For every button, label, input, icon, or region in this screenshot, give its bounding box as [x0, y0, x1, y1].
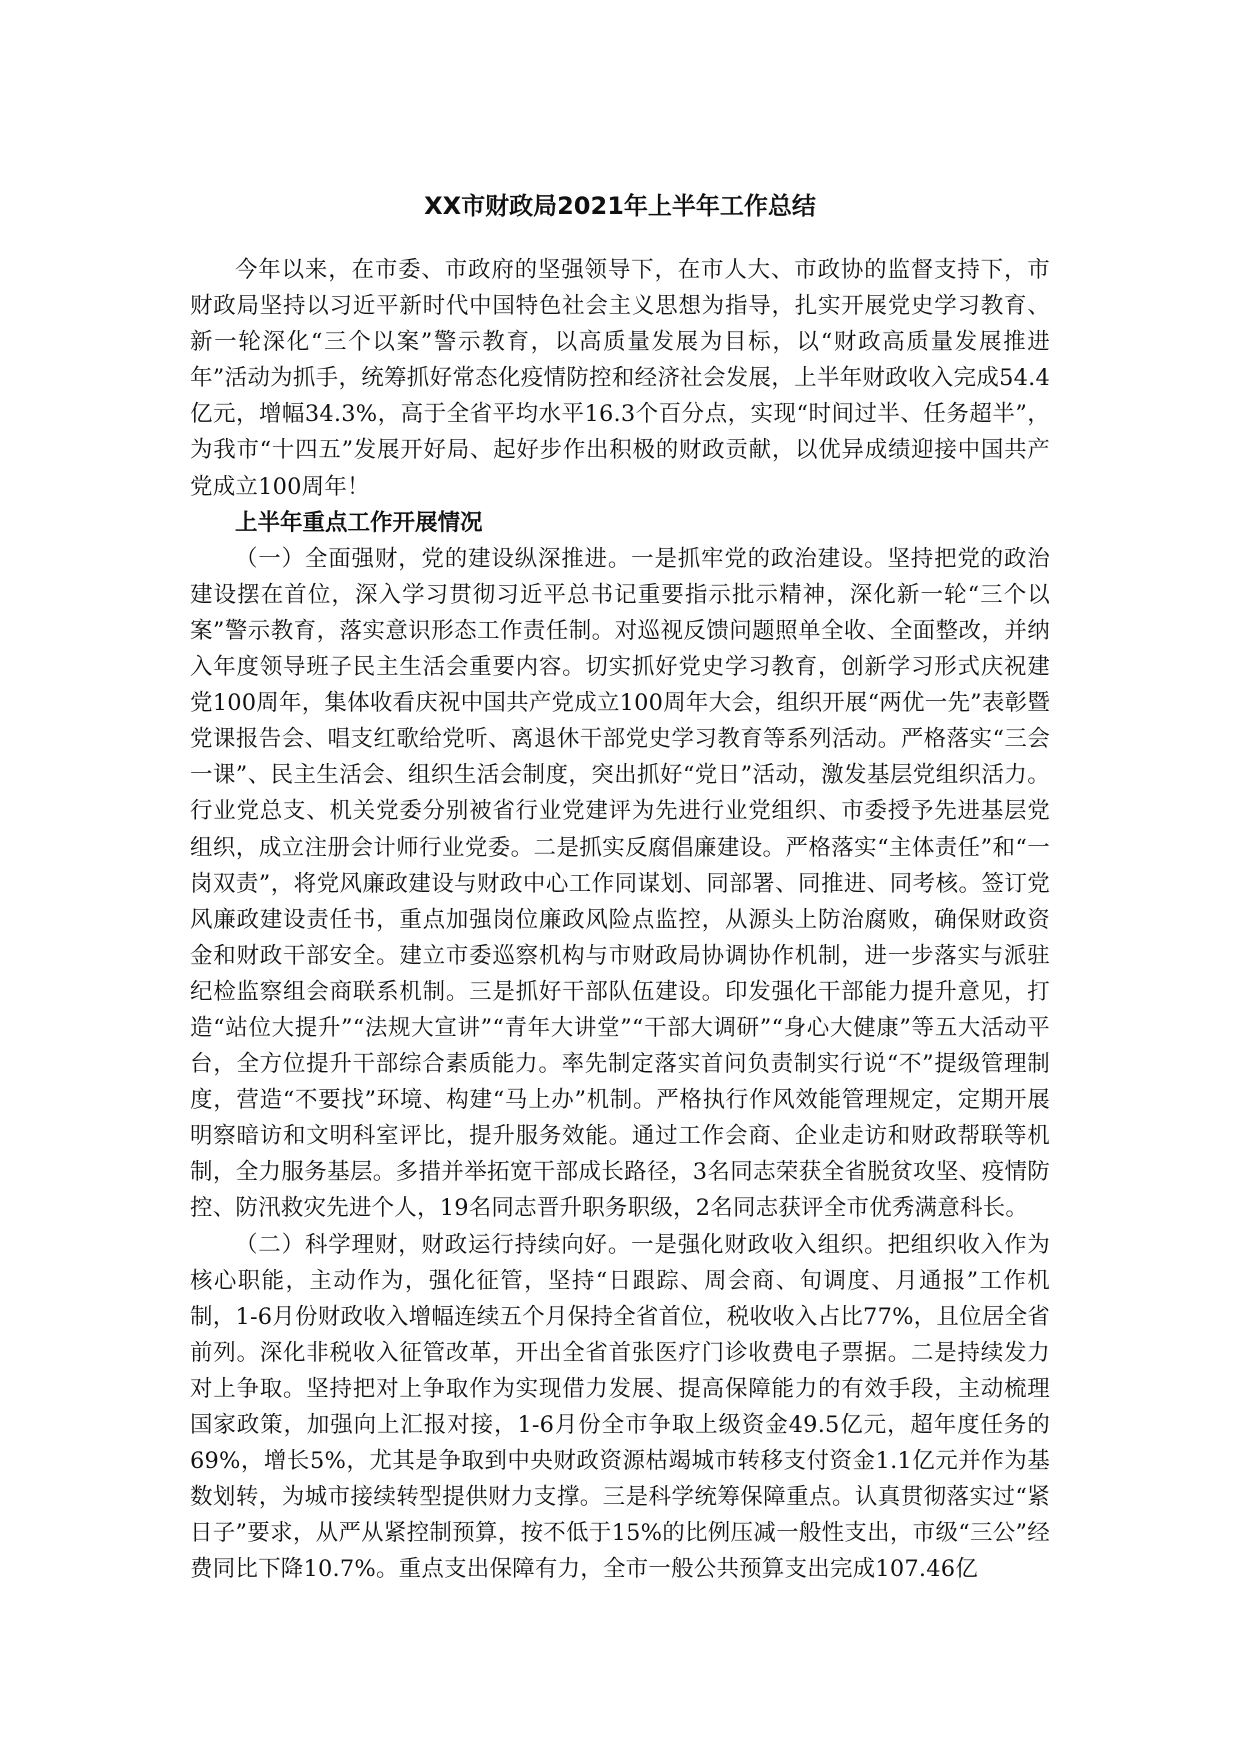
paragraph-party-building: （一）全面强财，党的建设纵深推进。一是抓牢党的政治建设。坚持把党的政治建设摆在首位，深入学习贯彻习近平总书记重要指示批示精神，深化新一轮“三个以案”警示教育，落实意识形态工作责任制。对巡视反馈问题照单全收、全面整改，并纳入年度领导班子民主生活会重要内容。切实抓好党史学习教育，创新学习形式庆祝建党100周年，集体收看庆祝中国共产党成立100周年大会，组织开展“两优一先”表彰暨党课报告会、唱支红歌给党听、离退休干部党史学习教育等系列活动。严格落实“三会一课”、民主生活会、组织生活会制度，突出抓好“党日”活动，激发基层党组织活力。行业党总支、机关党委分别被省行业党建评为先进行业党组织、市委授予先进基层党组织，成立注册会计师行业党委。二是抓实反腐倡廉建设。严格落实“主体责任”和“一岗双责”，将党风廉政建设与财政中心工作同谋划、同部署、同推进、同考核。签订党风廉政建设责任书，重点加强岗位廉政风险点监控，从源头上防治腐败，确保财政资金和财政干部安全。建立市委巡察机构与市财政局协调协作机制，进一步落实与派驻纪检监察组会商联系机制。三是抓好干部队伍建设。印发强化干部能力提升意见，打造“站位大提升”“法规大宣讲”“青年大讲堂”“干部大调研”“身心大健康”等五大活动平台，全方位提升干部综合素质能力。率先制定落实首问负责制实行说“不”提级管理制度，营造“不要找”环境、构建“马上办”机制。严格执行作风效能管理规定，定期开展明察暗访和文明科室评比，提升服务效能。通过工作会商、企业走访和财政帮联等机制，全力服务基层。多措并举拓宽干部成长路径，3名同志荣获全省脱贫攻坚、疫情防控、防汛救灾先进个人，19名同志晋升职务职级，2名同志获评全市优秀满意科长。 [190, 545, 1050, 1222]
document-page [190, 188, 1050, 1587]
paragraph-finance-management: （二）科学理财，财政运行持续向好。一是强化财政收入组织。把组织收入作为核心职能，主动作为，强化征管，坚持“日跟踪、周会商、旬调度、月通报”工作机制，1-6月份财政收入增幅连续五个月保持全省首位，税收收入占比77%，且位居全省前列。深化非税收入征管改革，开出全省首张医疗门诊收费电子票据。二是持续发力对上争取。坚持把对上争取作为实现借力发展、提高保障能力的有效手段，主动梳理国家政策，加强向上汇报对接，1-6月份全市争取上级资金49.5亿元，超年度任务的69%，增长5%，尤其是争取到中央财政资源枯竭城市转移支付资金1.1亿元并作为基数划转，为城市接续转型提供财力支撑。三是科学统筹保障重点。认真贯彻落实过“紧日子”要求，从严从紧控制预算，按不低于15%的比例压减一般性支出，市级“三公”经费同比下降10.7%。重点支出保障有力，全市一般公共预算支出完成107.46亿 [190, 1231, 1050, 1583]
document-title: XX市财政局2021年上半年工作总结 [424, 192, 816, 220]
section-heading: 上半年重点工作开展情况 [235, 509, 483, 536]
intro-paragraph: 今年以来，在市委、市政府的坚强领导下，在市人大、市政协的监督支持下，市财政局坚持以习近平新时代中国特色社会主义思想为指导，扎实开展党史学习教育、新一轮深化“三个以案”警示教育，以高质量发展为目标，以“财政高质量发展推进年”活动为抓手，统筹抓好常态化疫情防控和经济社会发展，上半年财政收入完成54.4亿元，增幅34.3%，高于全省平均水平16.3个百分点，实现“时间过半、任务超半”，为我市“十四五”发展开好局、起好步作出积极的财政贡献，以优异成绩迎接中国共产党成立100周年！ [190, 257, 1050, 500]
